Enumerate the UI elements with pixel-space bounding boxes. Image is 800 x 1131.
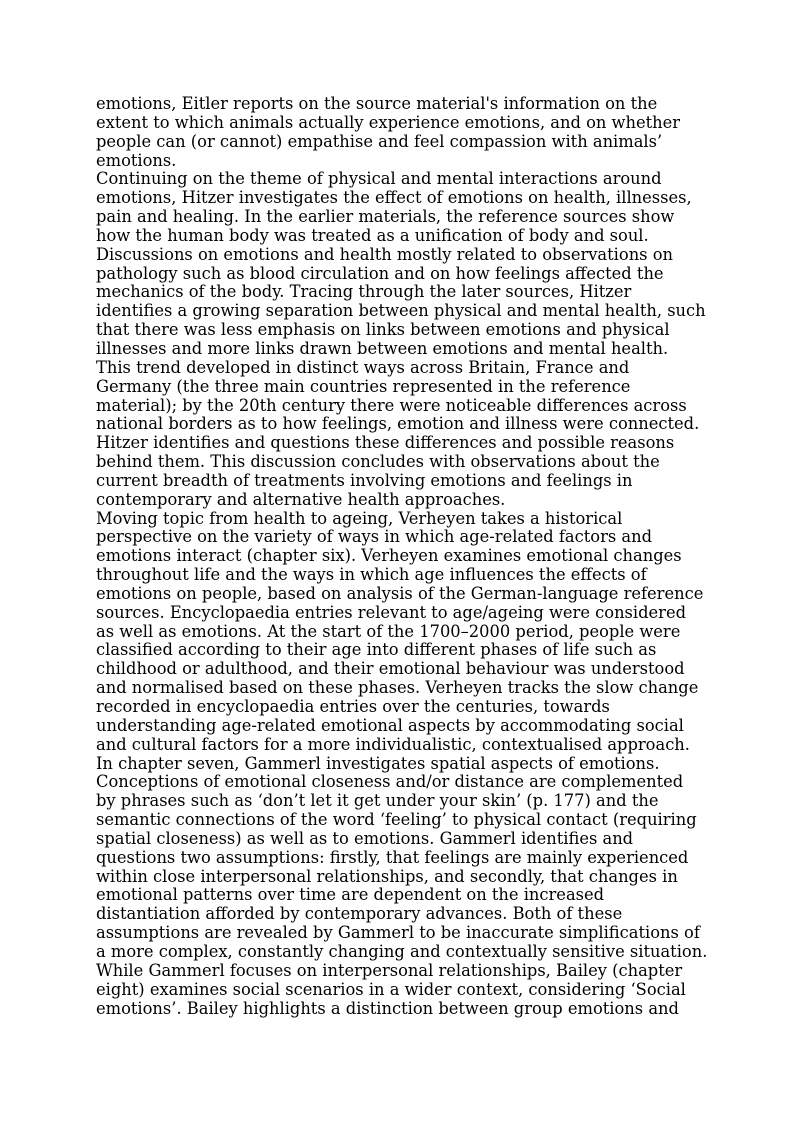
text-line: emotional patterns over time are dependent on the increased — [96, 885, 605, 905]
text-line: distantiation afforded by contemporary advances. Both of these — [96, 904, 623, 924]
text-line: and cultural factors for a more individualistic, contextualised approach. — [96, 734, 690, 754]
text-line: emotions, Eitler reports on the source material's information on the — [96, 94, 658, 113]
text-line: emotions interact (chapter six). Verheyen examines emotional changes — [96, 546, 682, 566]
text-line: assumptions are revealed by Gammerl to be inaccurate simplifications of — [96, 923, 700, 943]
text-line: Germany (the three main countries represented in the reference — [96, 376, 631, 396]
text-line: behind them. This discussion concludes with observations about the — [96, 452, 660, 472]
paragraph — [96, 962, 716, 1019]
text-line: This trend developed in distinct ways across Britain, France and — [96, 357, 630, 377]
text-line: throughout life and the ways in which age influences the effects of — [96, 565, 647, 585]
text-line: national borders as to how feelings, emotion and illness were connected. — [96, 414, 700, 434]
text-line: illnesses and more links drawn between emotions and mental health. — [96, 338, 669, 358]
text-line: a more complex, constantly changing and contextually sensitive situation. — [96, 941, 708, 961]
text-line: semantic connections of the word ‘feeling’ to physical contact (requiring — [96, 810, 697, 830]
text-line: While Gammerl focuses on interpersonal relationships, Bailey (chapter — [96, 960, 683, 980]
text-line: eight) examines social scenarios in a wider context, considering ‘Social — [96, 979, 686, 999]
text-line: Hitzer identifies and questions these differences and possible reasons — [96, 433, 675, 453]
text-line: understanding age-related emotional aspects by accommodating social — [96, 715, 684, 735]
text-line: sources. Encyclopaedia entries relevant to age/ageing were considered — [96, 602, 687, 622]
text-line: current breadth of treatments involving emotions and feelings in — [96, 470, 633, 490]
paragraph — [96, 510, 716, 755]
text-line: material); by the 20th century there were noticeable differences across — [96, 395, 687, 415]
text-line: emotions on people, based on analysis of the German-language reference — [96, 583, 704, 603]
text-line: pathology such as blood circulation and on how feelings affected the — [96, 263, 664, 283]
text-line: within close interpersonal relationships, and secondly, that changes in — [96, 866, 678, 886]
text-line: people can (or cannot) empathise and feel compassion with animals’ — [96, 131, 663, 151]
text-line: In chapter seven, Gammerl investigates spatial aspects of emotions. — [96, 753, 660, 773]
paragraph — [96, 170, 716, 509]
text-line: how the human body was treated as a unification of body and soul. — [96, 225, 649, 245]
text-line: emotions’. Bailey highlights a distinction between group emotions and — [96, 998, 679, 1018]
paragraph — [96, 95, 716, 170]
text-line: emotions. — [96, 150, 177, 170]
paragraph — [96, 755, 716, 962]
text-line: contemporary and alternative health approaches. — [96, 489, 506, 509]
text-line: spatial closeness) as well as to emotions. Gammerl identifies and — [96, 828, 634, 848]
text-line: Moving topic from health to ageing, Verheyen takes a historical — [96, 508, 623, 528]
text-line: extent to which animals actually experience emotions, and on whether — [96, 112, 681, 132]
text-line: pain and healing. In the earlier materials, the reference sources show — [96, 207, 675, 227]
text-line: that there was less emphasis on links between emotions and physical — [96, 320, 670, 340]
text-line: recorded in encyclopaedia entries over the centuries, towards — [96, 697, 610, 716]
text-line: childhood or adulthood, and their emotional behaviour was understood — [96, 659, 685, 679]
text-line: emotions, Hitzer investigates the effect of emotions on health, illnesses, — [96, 188, 692, 208]
text-line: and normalised based on these phases. Verheyen tracks the slow change — [96, 678, 699, 698]
document-page — [96, 95, 716, 1018]
text-line: identifies a growing separation between physical and mental health, such — [96, 301, 706, 321]
text-line: questions two assumptions: firstly, that feelings are mainly experienced — [96, 847, 689, 867]
text-line: perspective on the variety of ways in which age-related factors and — [96, 527, 653, 547]
text-line: by phrases such as ‘don’t let it get under your skin’ (p. 177) and the — [96, 791, 659, 811]
text-line: as well as emotions. At the start of the 1700–2000 period, people were — [96, 621, 681, 641]
text-line: Discussions on emotions and health mostly related to observations on — [96, 244, 673, 264]
text-line: classified according to their age into different phases of life such as — [96, 640, 657, 660]
text-line: mechanics of the body. Tracing through the later sources, Hitzer — [96, 282, 632, 302]
text-line: Conceptions of emotional closeness and/or distance are complemented — [96, 772, 684, 792]
text-line: Continuing on the theme of physical and mental interactions around — [96, 169, 662, 189]
